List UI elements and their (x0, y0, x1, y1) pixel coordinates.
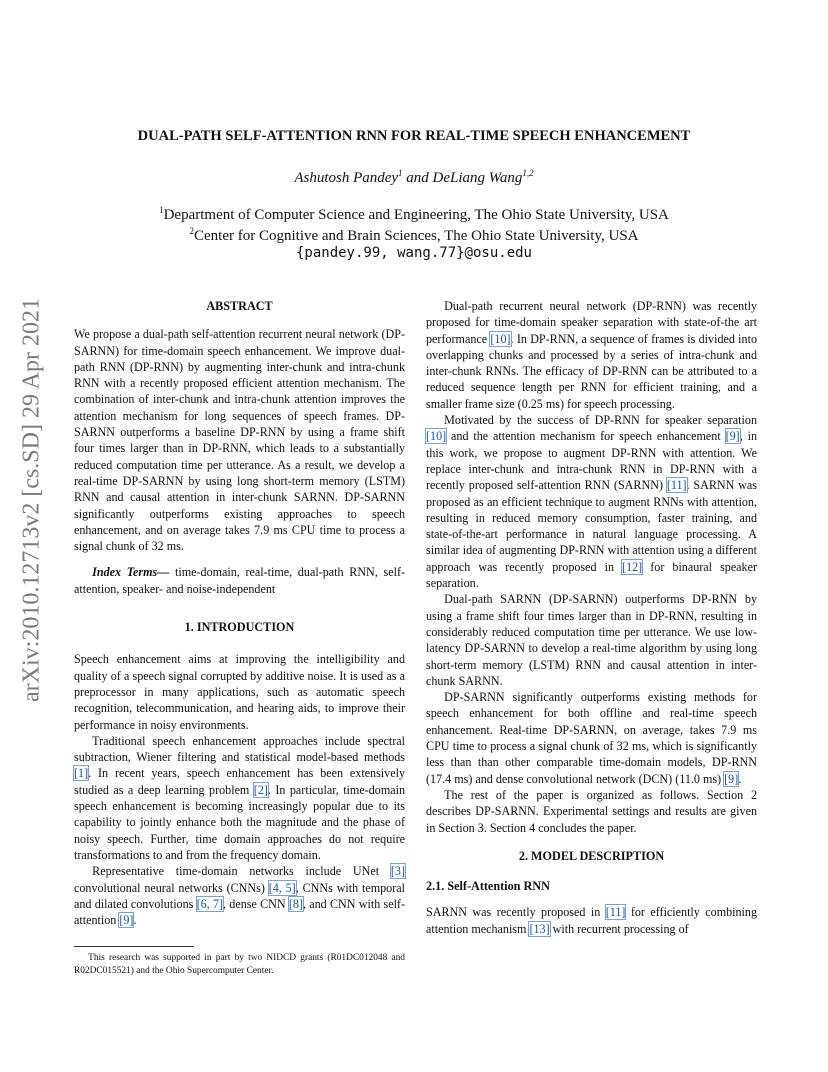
footnote-divider (74, 946, 194, 947)
citation-link[interactable]: [2] (253, 782, 268, 797)
citation-link[interactable]: [9] (119, 913, 134, 928)
citation-link[interactable]: [4, 5] (268, 880, 296, 895)
citation-link[interactable]: [10] (426, 429, 447, 444)
abstract-text: We propose a dual-path self-attention recurrent neural network (DP-SARNN) for time-domain speech enhancement. We improve dual-path RNN (DP-RNN) by augmenting inter-chunk and intra-chunk RNN with a recently proposed efficient attention mechanism. The combination of inter-chunk and intra-chunk attention improves the attention mechanism for long sequences of speech frames. DP-SARNN outperforms a baseline DP-RNN by using a frame shift four times larger than in DP-RNN, which leads to a substantially reduced computation time per utterance. As a result, we develop a real-time DP-SARNN by using long short-term memory (LSTM) RNN and causal attention in inter-chunk SARNN. DP-SARNN significantly outperforms existing approaches to speech enhancement, and on average takes 7.9 ms CPU time to process a signal chunk of 32 ms. (74, 327, 405, 554)
model-description-heading: 2. MODEL DESCRIPTION (518, 848, 665, 863)
arxiv-identifier: arXiv:2010.12713v2 [cs.SD] 29 Apr 2021 (18, 298, 45, 702)
citation-link[interactable]: [12] (622, 559, 643, 574)
citation-link[interactable]: [9] (725, 429, 740, 444)
self-attention-subheading: 2.1. Self-Attention RNN (426, 879, 550, 894)
affiliation-1: $^1$Department of Computer Science and Engineering, The Ohio State University, USA (159, 205, 669, 223)
index-terms: Index Terms— time-domain, real-time, dual-path RNN, self-attention, speaker- and noise-independent (74, 565, 405, 596)
intro-paragraph-3: Representative time-domain networks include UNet [3] convolutional neural networks (CNNs) [4, 5], CNNs with temporal and dilated convolutions [6, 7], dense CNN [8], and CNN with self-attention [9]. (74, 864, 405, 928)
citation-link[interactable]: [6, 7] (196, 896, 224, 911)
right-paragraph-5: The rest of the paper is organized as follows. Section 2 describes DP-SARNN. Experimental settings and results are given in Section 3. Section 4 concludes the paper. (426, 787, 757, 835)
citation-link[interactable]: [11] (605, 905, 626, 920)
right-column (426, 298, 757, 937)
citation-link[interactable]: [9] (724, 771, 739, 786)
right-paragraph-6: SARNN was recently proposed in [11] for efficiently combining attention mechanism [13] with recurrent processing of (426, 905, 758, 936)
intro-heading: 1. INTRODUCTION (184, 620, 295, 635)
citation-link[interactable]: [10] (490, 331, 511, 346)
right-paragraph-1: Dual-path recurrent neural network (DP-RNN) was recently proposed for time-domain speaker separation with state-of-the art performance [10]. In DP-RNN, a sequence of frames is divided into overlapping chunks and processed by a series of intra-chunk and inter-chunk RNNs. The efficacy of DP-RNN can be attributed to a reduced sequence length per RNN for efficient training, and a smaller frame size (0.25 ms) for speech processing. (426, 299, 757, 411)
intro-paragraph-2: Traditional speech enhancement approaches include spectral subtraction, Wiener filtering and statistical model-based methods [1]. In recent years, speech enhancement has been extensively studied as a deep learning problem [2]. In particular, time-domain speech enhancement is becoming increasingly popular due to its capability to jointly enhance both the magnitude and the phase of noisy speech. Further, time domain approaches do not require transformations to and from the frequency domain. (74, 733, 405, 862)
right-paragraph-3: Dual-path SARNN (DP-SARNN) outperforms DP-RNN by using a frame shift four times larger than in DP-RNN, resulting in considerably reduced computation time per utterance. We use low-latency DP-SARNN to develop a real-time algorithm by using long short-term memory (LSTM) RNN and causal attention in inter-chunk SARNN. (426, 592, 757, 688)
author-email: {pandey.99, wang.77}@osu.edu (295, 245, 532, 261)
footnote: This research was supported in part by two NIDCD grants (R01DC012048 and R02DC015521) and the Ohio Supercomputer Center. (74, 953, 405, 976)
citation-link[interactable]: [13] (529, 921, 550, 936)
citation-link[interactable]: [8] (288, 896, 303, 911)
affiliation-2: $^2$Center for Cognitive and Brain Sciences, The Ohio State University, USA (189, 226, 639, 244)
right-paragraph-4: DP-SARNN significantly outperforms existing methods for speech enhancement for both offline and real-time speech enhancement. Real-time DP-SARNN, on average, takes 7.9 ms CPU time to process a signal chunk of 32 ms, which is significantly less than than other comparable time-domain models, DP-RNN (17.4 ms) and dense convolutional network (DCN) (11.0 ms) [9]. (426, 690, 757, 786)
citation-link[interactable]: [11] (666, 478, 687, 493)
authors: Ashutosh Pandey$^1$ and DeLiang Wang$^{1,2}$ (294, 168, 534, 186)
abstract-heading: ABSTRACT (206, 299, 273, 313)
intro-paragraph-1: Speech enhancement aims at improving the intelligibility and quality of a speech signal corrupted by additive noise. It is used as a preprocessor in many applications, such as automatic speech recognition, telecommunication, and hearing aids, to improve their performance in noisy environments. (74, 652, 405, 732)
citation-link[interactable]: [1] (74, 766, 89, 781)
paper-title: DUAL-PATH SELF-ATTENTION RNN FOR REAL-TIME SPEECH ENHANCEMENT (137, 128, 691, 144)
citation-link[interactable]: [3] (390, 864, 405, 879)
right-paragraph-2: Motivated by the success of DP-RNN for speaker separation [10] and the attention mechanism for speech enhancement [9], in this work, we propose to augment DP-RNN with attention. We replace inter-chunk and intra-chunk RNN in DP-RNN with a recently proposed self-attention RNN (SARNN) [11]. SARNN was proposed as an efficient technique to augment RNNs with attention, resulting in reduced memory consumption, faster training, and state-of-the-art performance in natural language processing. A similar idea of augmenting DP-RNN with attention using a different approach was recently proposed in [12] for binaural speaker separation. (426, 413, 757, 591)
left-column (74, 298, 405, 928)
